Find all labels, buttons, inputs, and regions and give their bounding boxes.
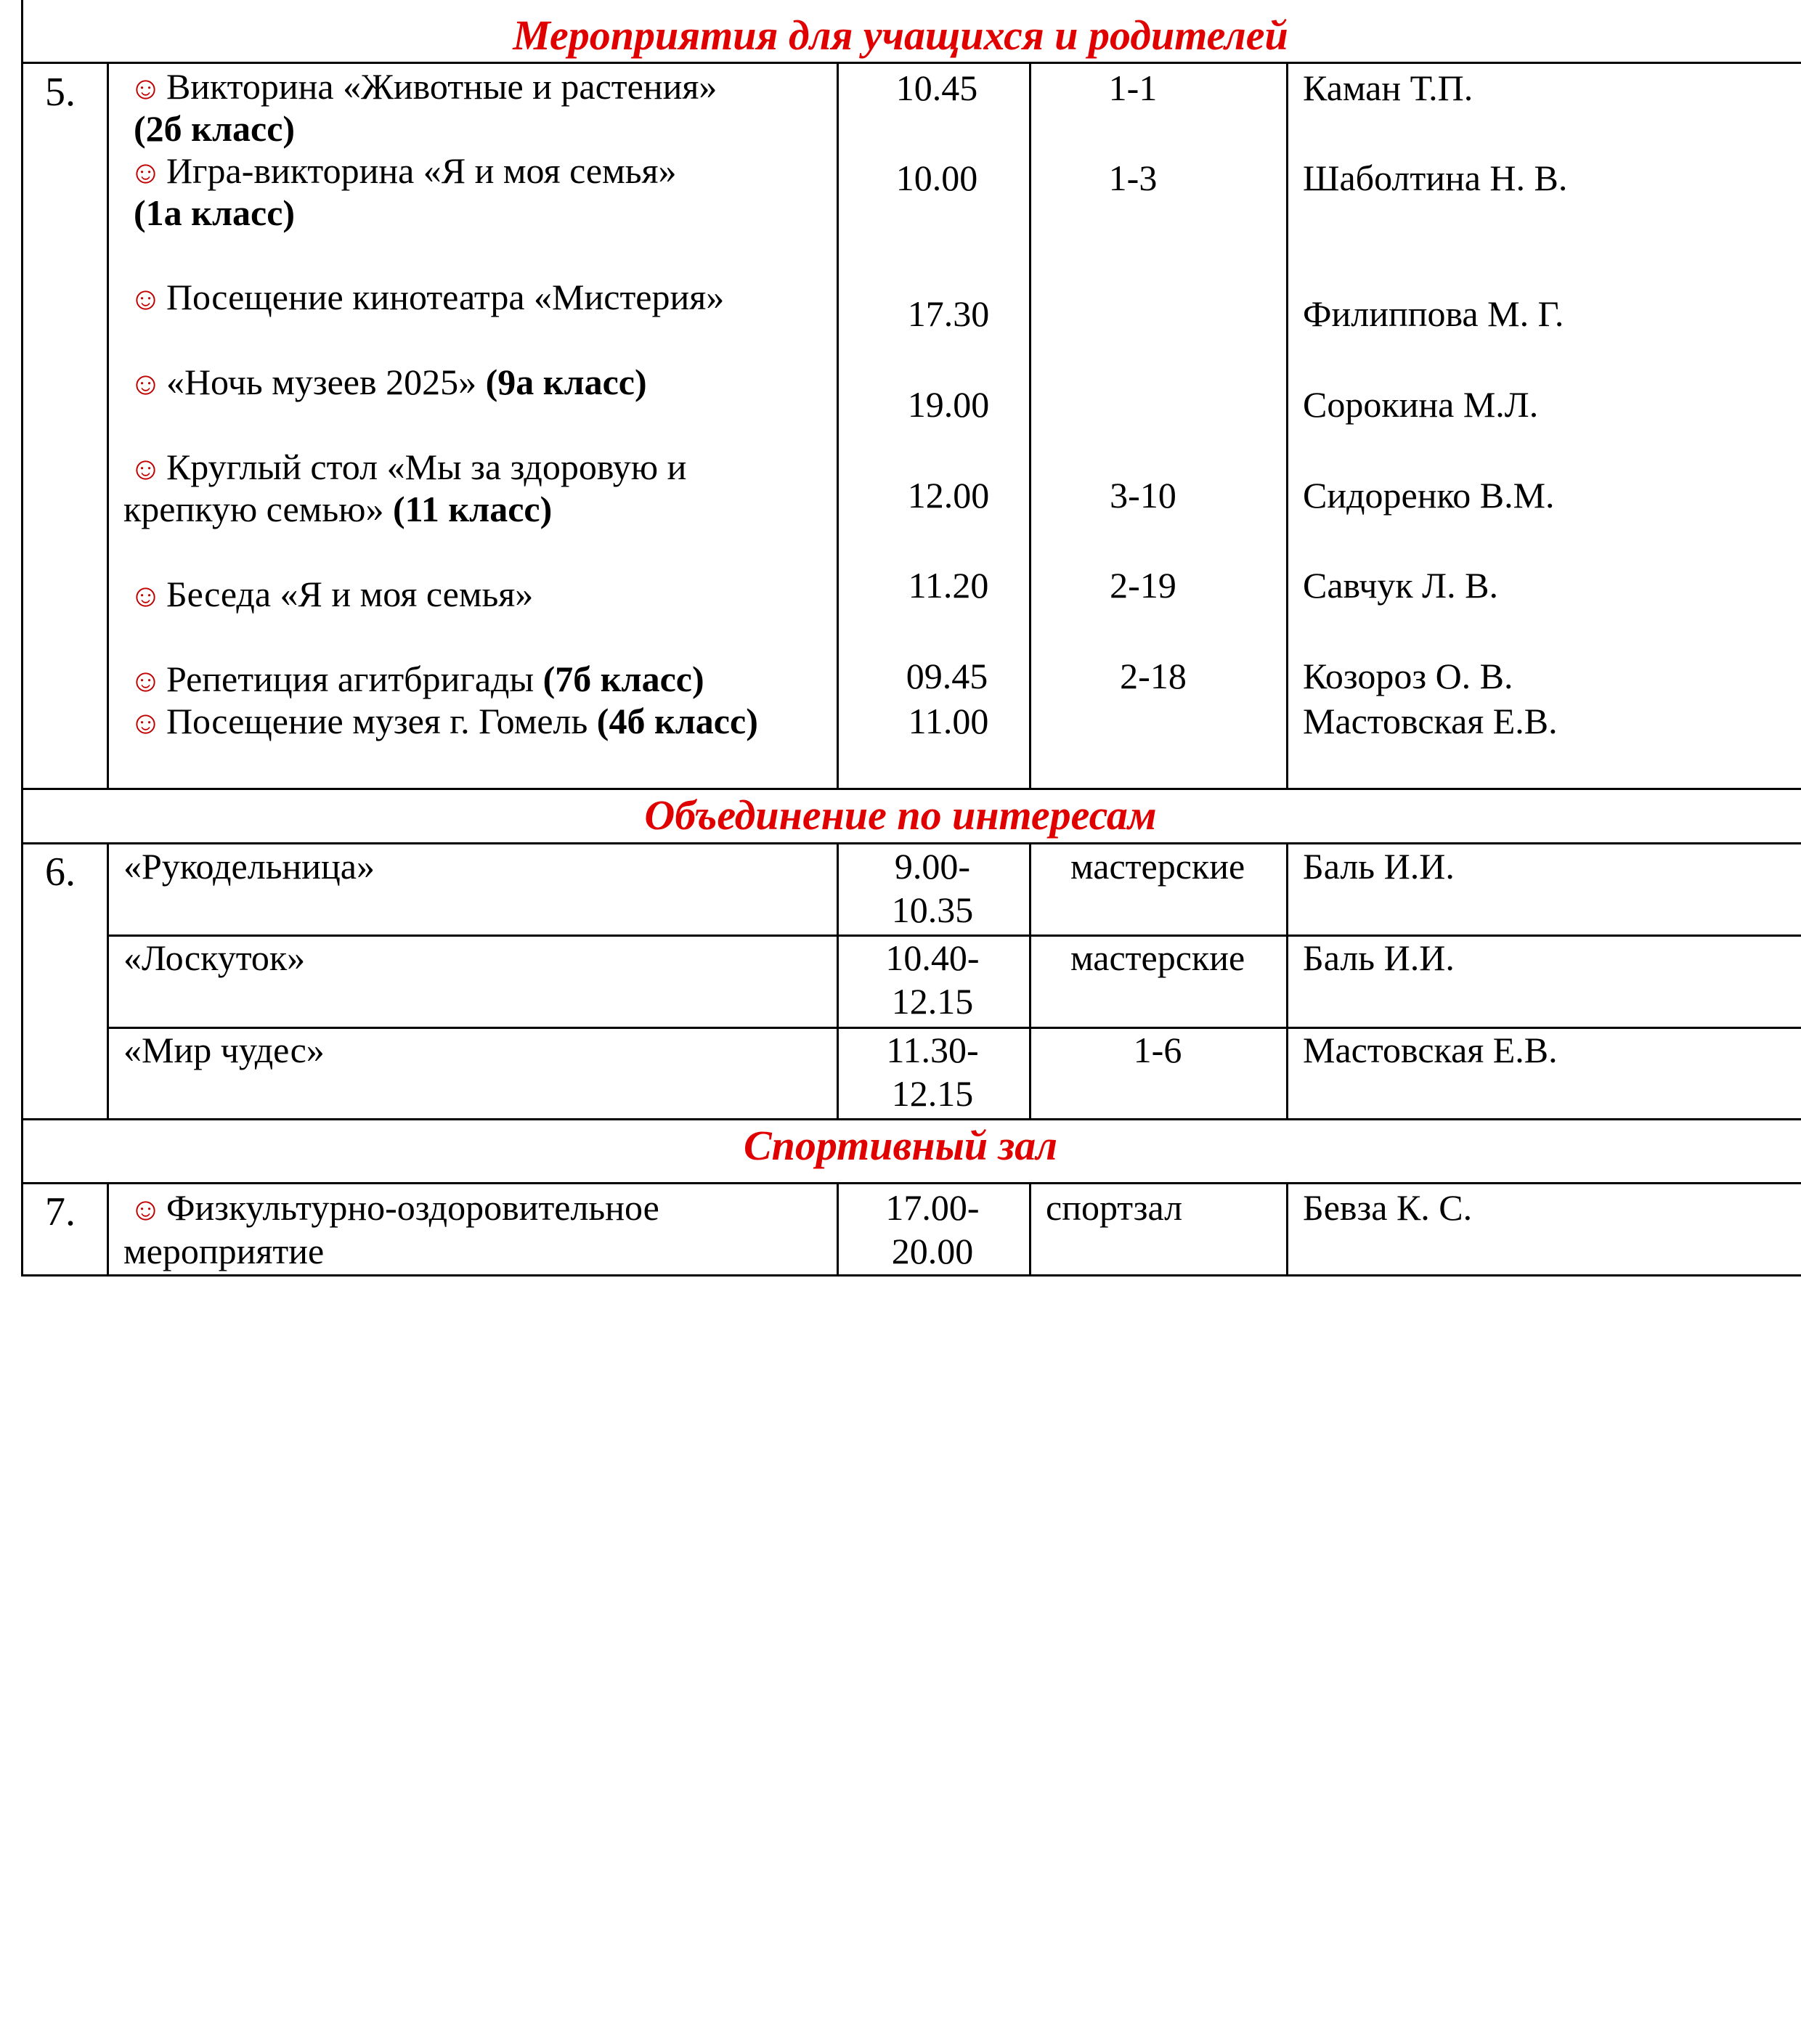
event-room: 3-10 <box>1110 475 1176 516</box>
responsible-person: Бевза К. С. <box>1303 1187 1473 1228</box>
responsible-person: Филиппова М. Г. <box>1303 293 1564 334</box>
club-name: «Лоскуток» <box>123 937 306 978</box>
club-time-end: 12.15 <box>891 1073 974 1114</box>
class-label: (1а класс) <box>134 192 296 233</box>
column-divider <box>1286 1182 1288 1276</box>
event-time: 09.45 <box>906 656 988 696</box>
event-name: ☺ Посещение кинотеатра «Мистерия» <box>129 277 725 317</box>
responsible-person: Сорокина М.Л. <box>1303 384 1539 425</box>
smiley-icon: ☺ <box>129 578 162 614</box>
responsible-person: Мастовская Е.В. <box>1303 1030 1558 1070</box>
event-name: ☺ «Ночь музеев 2025» (9а класс) <box>129 362 647 402</box>
column-divider <box>1286 842 1288 1118</box>
event-room: 2-19 <box>1110 565 1176 606</box>
column-divider <box>837 842 839 1118</box>
table-border-left <box>21 0 23 1276</box>
section-title: Объединение по интересам <box>644 791 1157 839</box>
event-name: ☺ Игра-викторина «Я и моя семья» <box>129 150 677 191</box>
section-divider <box>21 62 1801 64</box>
column-divider <box>1286 62 1288 788</box>
club-time-start: 10.40- <box>885 937 980 978</box>
event-time: 10.45 <box>895 68 978 108</box>
club-time-start: 9.00- <box>894 846 971 887</box>
event-time: 19.00 <box>907 384 990 425</box>
event-time-start: 17.00- <box>885 1187 980 1228</box>
smiley-icon: ☺ <box>129 1192 162 1227</box>
responsible-person: Савчук Л. В. <box>1303 565 1498 606</box>
row-number: 6. <box>45 850 76 895</box>
responsible-person: Баль И.И. <box>1303 937 1455 978</box>
smiley-icon: ☺ <box>129 705 162 741</box>
section-divider <box>21 788 1801 790</box>
event-time: 12.00 <box>907 475 990 516</box>
event-name: ☺ Физкультурно-оздоровительное <box>129 1187 659 1228</box>
column-divider <box>1029 842 1031 1118</box>
column-divider <box>837 1182 839 1276</box>
event-time: 10.00 <box>895 158 978 198</box>
section-divider <box>21 1182 1801 1184</box>
section-divider <box>21 842 1801 844</box>
section-title: Мероприятия для учащихся и родителей <box>513 12 1288 59</box>
section-title: Спортивный зал <box>743 1122 1058 1169</box>
event-name-cont: крепкую семью» (11 класс) <box>123 489 553 529</box>
event-room: 1-3 <box>1108 158 1158 198</box>
event-time: 11.20 <box>908 565 989 606</box>
responsible-person: Шаболтина Н. В. <box>1303 158 1568 198</box>
event-name: ☺ Круглый стол «Мы за здоровую и <box>129 447 687 487</box>
column-divider <box>1029 1182 1031 1276</box>
column-divider <box>107 842 109 1118</box>
row-number: 5. <box>45 70 76 115</box>
event-name-cont: мероприятие <box>123 1231 325 1271</box>
smiley-icon: ☺ <box>129 155 162 190</box>
responsible-person: Сидоренко В.М. <box>1303 475 1555 516</box>
club-name: «Мир чудес» <box>123 1030 325 1070</box>
responsible-person: Мастовская Е.В. <box>1303 701 1558 741</box>
club-time-start: 11.30- <box>886 1030 979 1070</box>
column-divider <box>107 62 109 788</box>
event-time: 17.30 <box>907 293 990 334</box>
event-name: ☺ Посещение музея г. Гомель (4б класс) <box>129 701 758 741</box>
column-divider <box>107 1182 109 1276</box>
club-room: мастерские <box>1070 846 1245 887</box>
event-room: 2-18 <box>1120 656 1187 696</box>
smiley-icon: ☺ <box>129 70 162 106</box>
event-time: 11.00 <box>908 701 989 741</box>
smiley-icon: ☺ <box>129 281 162 317</box>
smiley-icon: ☺ <box>129 663 162 699</box>
club-time-end: 10.35 <box>891 889 974 930</box>
club-room: 1-6 <box>1133 1030 1182 1070</box>
event-name: ☺ Репетиция агитбригады (7б класс) <box>129 659 704 699</box>
responsible-person: Баль И.И. <box>1303 846 1455 887</box>
event-name: ☺ Беседа «Я и моя семья» <box>129 574 534 614</box>
row-number: 7. <box>45 1189 76 1234</box>
club-name: «Рукодельница» <box>123 846 375 887</box>
event-time-end: 20.00 <box>891 1231 974 1271</box>
smiley-icon: ☺ <box>129 366 162 402</box>
event-name: ☺ Викторина «Животные и растения» <box>129 66 717 107</box>
club-room: мастерские <box>1070 937 1245 978</box>
smiley-icon: ☺ <box>129 451 162 486</box>
responsible-person: Козороз О. В. <box>1303 656 1513 696</box>
column-divider <box>837 62 839 788</box>
table-border-bottom <box>21 1274 1801 1277</box>
class-label: (2б класс) <box>134 108 296 149</box>
event-room: спортзал <box>1046 1187 1183 1228</box>
club-time-end: 12.15 <box>891 981 974 1022</box>
event-room: 1-1 <box>1108 68 1158 108</box>
section-divider <box>21 1118 1801 1120</box>
responsible-person: Каман Т.П. <box>1303 68 1473 108</box>
